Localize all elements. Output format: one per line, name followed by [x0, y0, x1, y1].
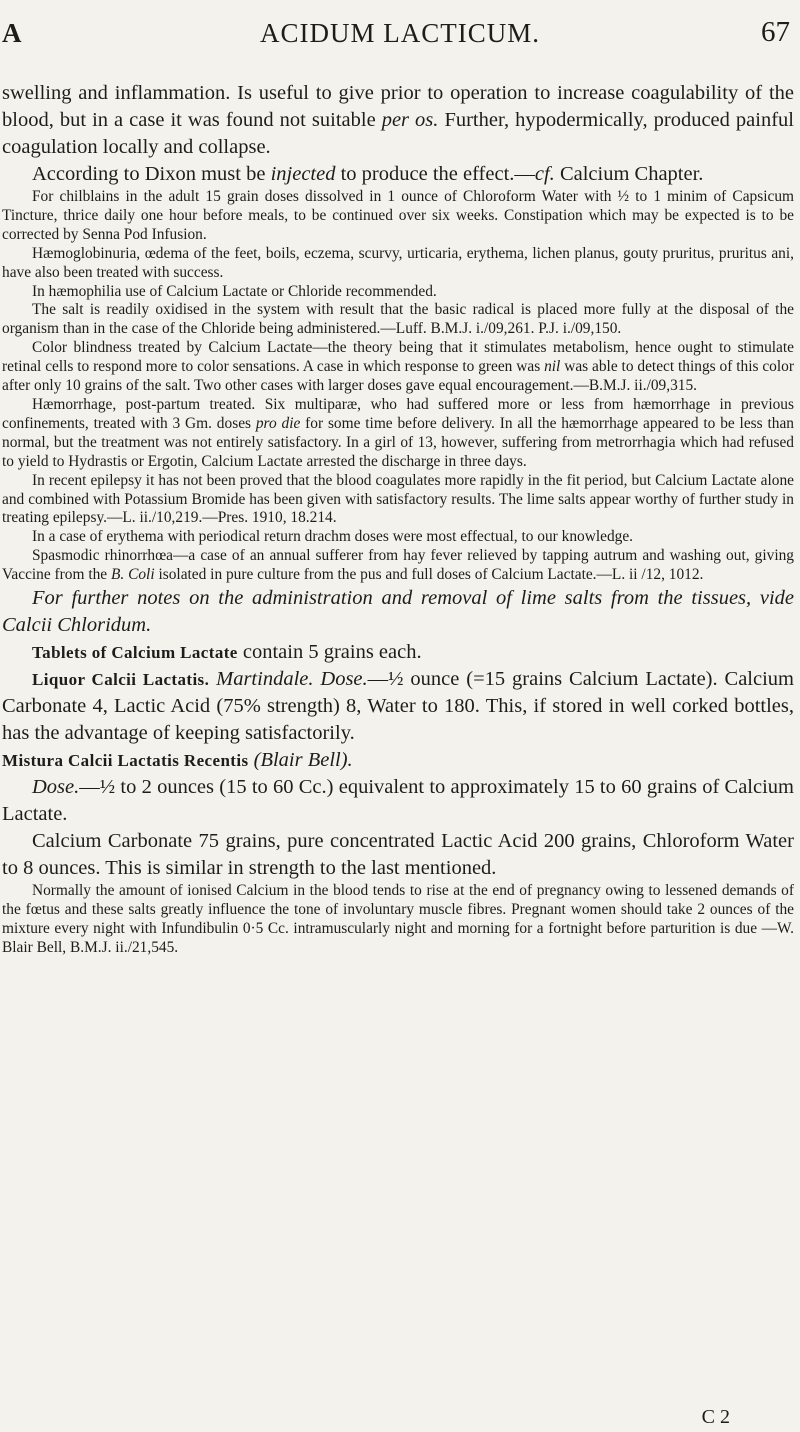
- note-epilepsy: In recent epilepsy it has not been proved that the blood coagulates more rapidly in the fit period, but Calcium Lactate alone and combined with Potassium Bromide has been given with satisfactory results. The lime salts appear worthy of further study in treating epilepsy.—L. ii./10,219.—Pres. 1910, 18.214.: [2, 471, 794, 527]
- page-body: [0, 80, 794, 958]
- page-number: 67: [761, 16, 790, 48]
- paragraph-dixon: According to Dixon must be injected to produce the effect.—cf. Calcium Chapter.: [32, 163, 704, 185]
- note-rhinorrhoea: Spasmodic rhinorrhœa—a case of an annual sufferer from hay fever relieved by tapping autrum and washing out, giving Vaccine from the B. Coli isolated in pure culture from the pus and full doses of Calcium Lactate.—L. ii /12, 1012.: [2, 547, 794, 584]
- note-color-blindness: Color blindness treated by Calcium Lactate—the theory being that it stimulates metabolism, hence ought to stimulate retinal cells to respond more to color sensations. A case in which response to green was nil was able to detect things of this color after only 10 grains of the salt. Two other cases with larger doses gave equal encouragement.—B.M.J. ii./09,315.: [2, 339, 794, 395]
- paragraph-further-notes: For further notes on the administration and removal of lime salts from the tissues, vide Calcii Chloridum.: [2, 587, 794, 637]
- running-title: ACIDUM LACTICUM.: [259, 18, 540, 48]
- paragraph-intro: swelling and inflammation. Is useful to give prior to operation to increase coagulability of the blood, but in a case it was found not suitable per os. Further, hypodermically, produced painful coagulation locally and collapse.: [2, 82, 794, 158]
- paragraph-dose: Dose.—½ to 2 ounces (15 to 60 Cc.) equivalent to approximately 15 to 60 grains of Calcium Lactate.: [2, 776, 794, 826]
- note-chilblains: For chilblains in the adult 15 grain doses dissolved in 1 ounce of Chloroform Water with ½ to 1 minim of Capsicum Tincture, thrice daily one hour before meals, to be continued over six weeks. Constipation which may be expected is to be corrected by Senna Pod Infusion.: [2, 188, 794, 243]
- note-erythema: In a case of erythema with periodical return drachm doses were most effectual, to our knowledge.: [32, 528, 634, 546]
- page-header: [0, 12, 800, 52]
- paragraph-liquor: Liquor Calcii Lactatis. Martindale. Dose.—½ ounce (=15 grains Calcium Lactate). Calcium Carbonate 4, Lactic Acid (75% strength) 8, Water to 180. This, if stored in well corked bottles, has the advantage of keeping satisfactorily.: [2, 668, 794, 745]
- header-left-mark: A: [2, 18, 22, 48]
- note-pregnancy: Normally the amount of ionised Calcium in the blood tends to rise at the end of pregnancy owing to lessened demands of the fœtus and these salts greatly influence the tone of involuntary muscle fibres. Pregnant women should take 2 ounces of the mixture every night with Infundibulin 0·5 Cc. intramuscularly night and morning for a fortnight before parturition is due —W. Blair Bell, B.M.J. ii./21,545.: [2, 882, 794, 956]
- note-haemoglobinuria: Hæmoglobinuria, œdema of the feet, boils, eczema, scurvy, urticaria, erythema, lichen planus, gouty pruritus, pruritus ani, have also been treated with success.: [2, 244, 794, 281]
- paragraph-tablets: Tablets of Calcium Lactate contain 5 grains each.: [32, 641, 422, 664]
- note-oxidation: The salt is readily oxidised in the system with result that the basic radical is placed more fully at the disposal of the organism than in the case of the Chloride being administered.—Luff. B.M.J. i./09,261. P.J. i./09,150.: [2, 301, 794, 338]
- note-haemophilia: In hæmophilia use of Calcium Lactate or Chloride recommended.: [32, 282, 437, 300]
- paragraph-formula: Calcium Carbonate 75 grains, pure concentrated Lactic Acid 200 grains, Chloroform Water to 8 ounces. This is similar in strength to the last mentioned.: [2, 830, 794, 880]
- note-haemorrhage: Hæmorrhage, post-partum treated. Six multiparæ, who had suffered more or less from hæmorrhage in previous confinements, treated with 3 Gm. doses pro die for some time before delivery. In all the hæmorrhage appeared to be less than normal, but the treatment was not entirely satisfactory. In a girl of 13, however, suffering from metrorrhagia which had refused to yield to Hydrastis or Ergotin, Calcium Lactate arrested the discharge in three days.: [2, 395, 794, 470]
- paragraph-mistura: Mistura Calcii Lactatis Recentis (Blair Bell).: [2, 749, 353, 772]
- signature-mark: C 2: [701, 1406, 730, 1428]
